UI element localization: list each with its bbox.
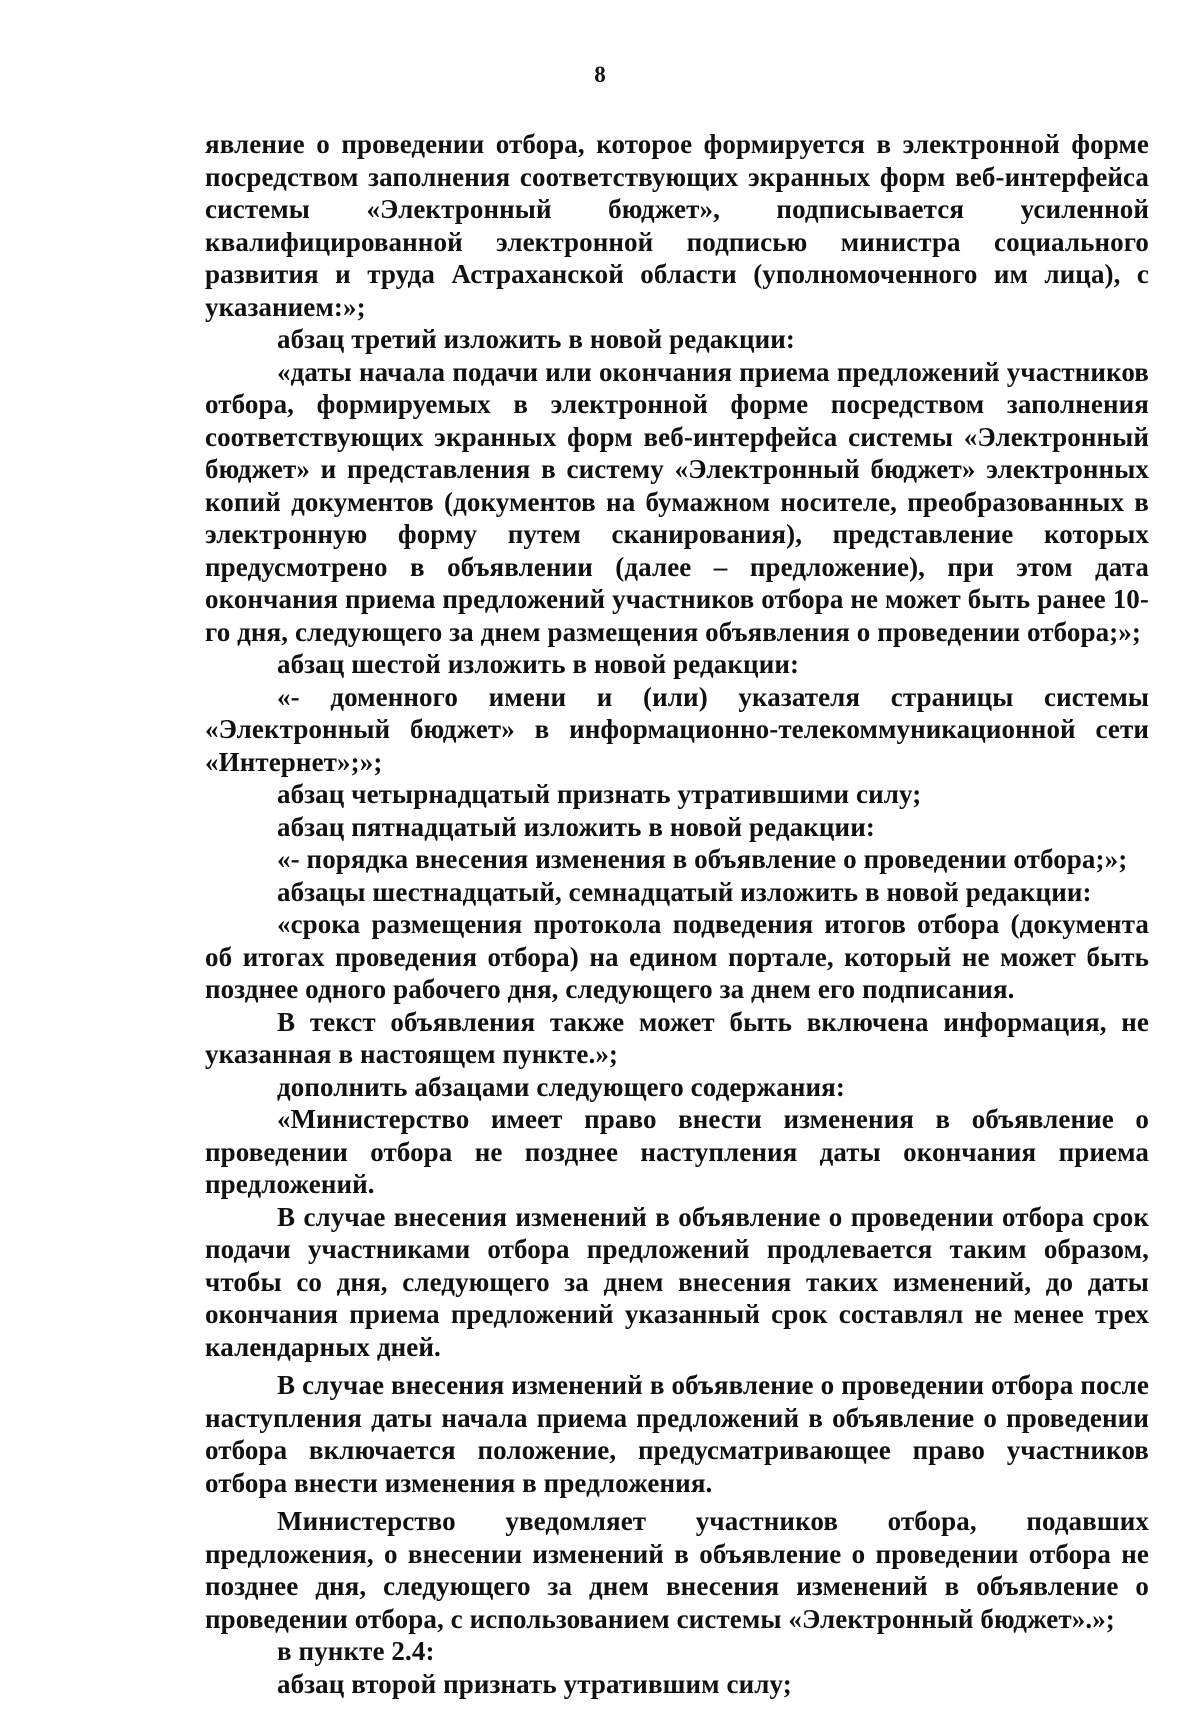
paragraph: «- доменного имени и (или) указателя страницы системы «Электронный бюджет» в информационно-телекоммуникационной сети «Интернет»;»; [205, 681, 1149, 777]
paragraph: Министерство уведомляет участников отбора, подавших предложения, о внесении изменений в объявление о проведении отбора не позднее дня, следующего за днем внесения изменений в объявление о проведении отбора, с использованием системы «Электронный бюджет».»; [205, 1506, 1149, 1634]
paragraph: В случае внесения изменений в объявление о проведении отбора срок подачи участниками отбора предложений продлевается таким образом, чтобы со дня, следующего за днем внесения таких изменений, до даты окончания приема предложений указанный срок составлял не менее трех календарных дней. [205, 1201, 1149, 1362]
paragraph: «даты начала подачи или окончания приема предложений участников отбора, формируемых в электронной форме посредством заполнения соответствующих экранных форм веб-интерфейса системы «Электронный бюджет» и представления в систему «Электронный бюджет» электронных копий документов (документов на бумажном носителе, преобразованных в электронную форму путем сканирования), представление которых предусмотрено в объявлении (далее – предложение), при этом дата окончания приема предложений участников отбора не может быть ранее 10-го дня, следующего за днем размещения объявления о проведении отбора;»; [205, 356, 1149, 647]
paragraph: абзац третий изложить в новой редакции: [277, 324, 796, 354]
paragraph: абзац пятнадцатый изложить в новой редакции: [277, 811, 875, 842]
paragraph: абзац второй признать утратившим силу; [277, 1668, 792, 1699]
paragraph: абзац четырнадцатый признать утратившими силу; [277, 779, 922, 809]
paragraph: «- порядка внесения изменения в объявление о проведении отбора;»; [277, 844, 1128, 874]
paragraph: В случае внесения изменений в объявление о проведении отбора после наступления даты начала приема предложений в объявление о проведении отбора включается положение, предусматривающее право участников отбора внести изменения в предложения. [205, 1370, 1149, 1498]
paragraph: «срока размещения протокола подведения итогов отбора (документа об итогах проведения отбора) на едином портале, который не может быть позднее одного рабочего дня, следующего за днем его подписания. [205, 909, 1149, 1004]
paragraph: дополнить абзацами следующего содержания: [277, 1071, 845, 1102]
paragraph: явление о проведении отбора, которое формируется в электронной форме посредством заполнения соответствующих экранных форм веб-интерфейса системы «Электронный бюджет», подписывается усиленной квалифицированной электронной подписью министра социального развития и труда Астраханской области (уполномоченного им лица), с указанием:»; [205, 129, 1149, 322]
paragraph: В текст объявления также может быть включена информация, не указанная в настоящем пункте.»; [205, 1006, 1149, 1069]
document-body [205, 128, 1149, 1700]
paragraph: абзац шестой изложить в новой редакции: [277, 649, 800, 679]
paragraph: «Министерство имеет право внести изменения в объявление о проведении отбора не позднее наступления даты окончания приема предложений. [205, 1104, 1149, 1199]
page-number: 8 [594, 62, 606, 87]
paragraph: в пункте 2.4: [277, 1636, 435, 1666]
paragraph: абзацы шестнадцатый, семнадцатый изложить в новой редакции: [277, 876, 1092, 907]
